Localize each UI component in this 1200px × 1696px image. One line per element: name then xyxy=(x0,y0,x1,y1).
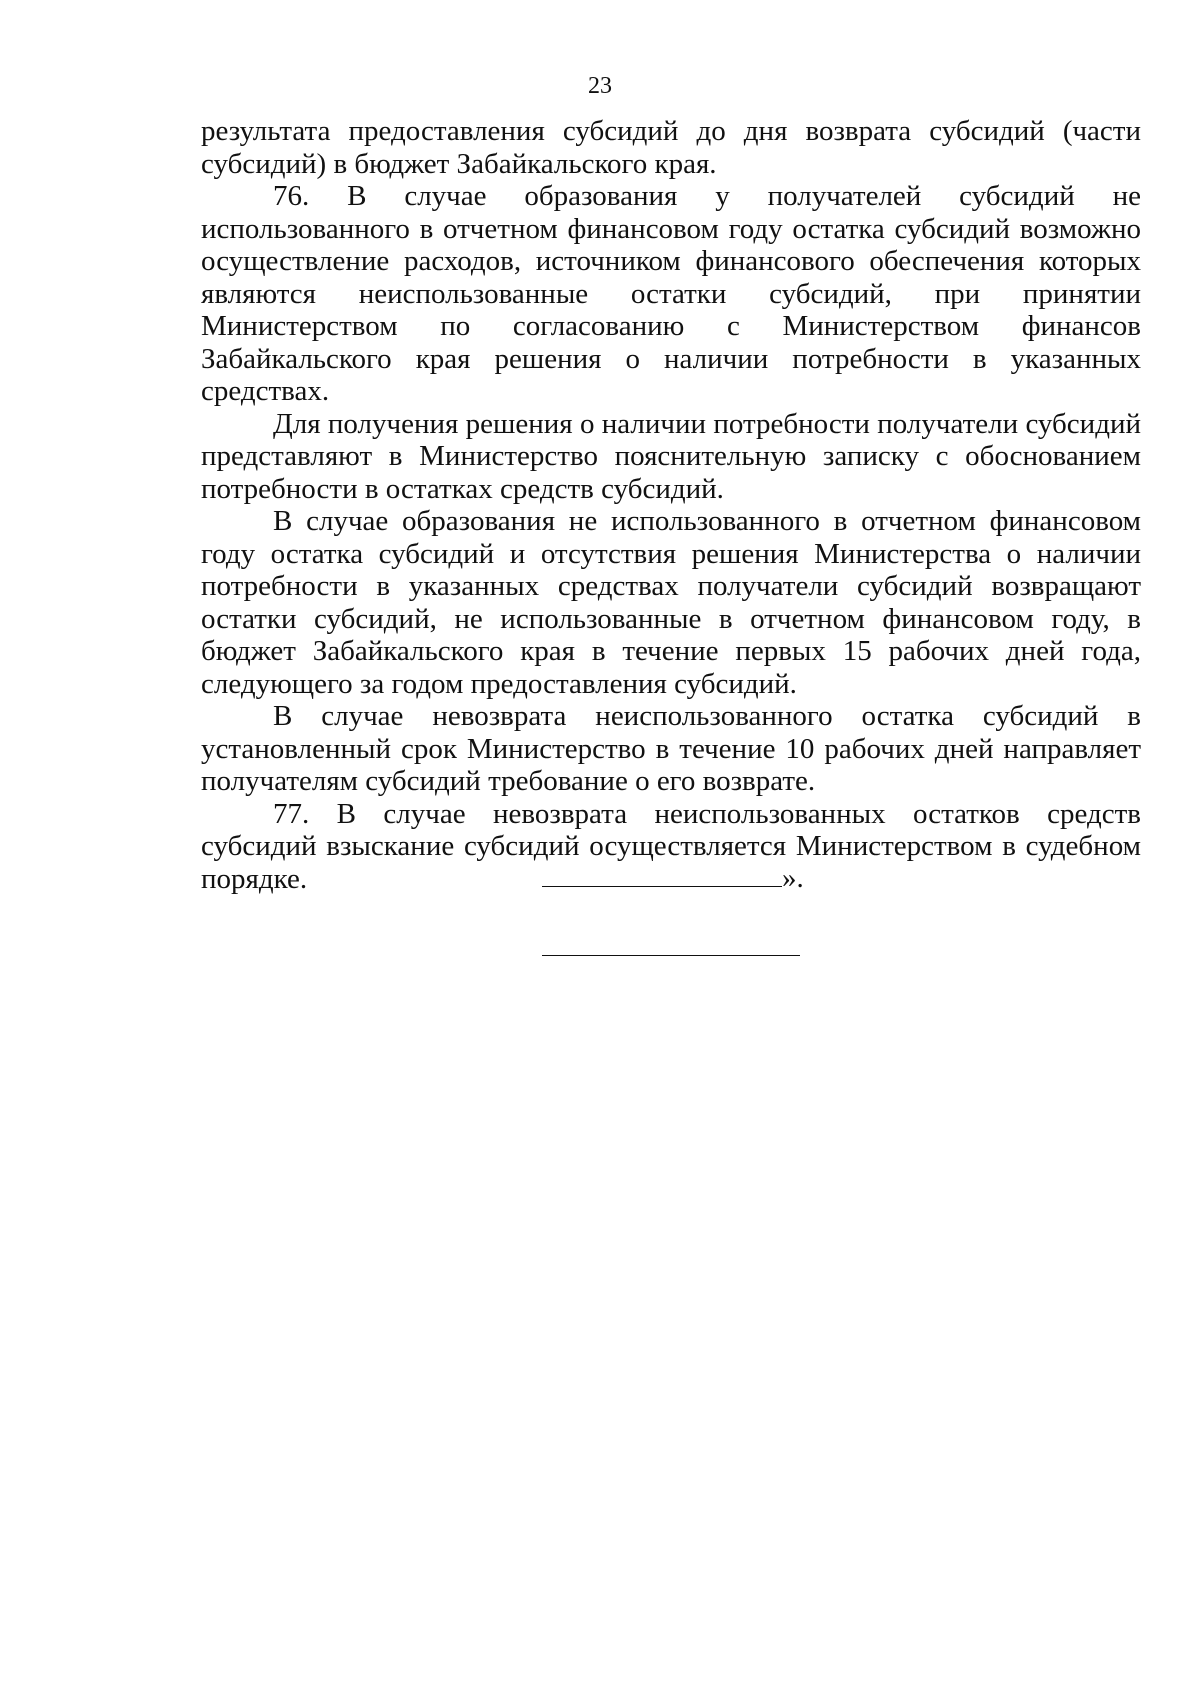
paragraph-return-balances: В случае образования не использованного в отчетном финансовом году остатка субсидий и отсутствия решения Министерства о наличии потребности в указанных средствах получатели субсидий возвращают остатки субсидий, не использованные в отчетном финансовом году, в бюджет Забайкальского края в течение первых 15 рабочих дней года, следующего за годом предоставления субсидий. xyxy=(201,505,1141,700)
closing-line xyxy=(542,862,804,894)
document-body xyxy=(201,115,1141,895)
end-of-document-rule xyxy=(542,955,800,956)
paragraph-non-return-demand: В случае невозврата неиспользованного остатка субсидий в установленный срок Министерство в течение 10 рабочих дней направляет получателям субсидий требование о его возврате. xyxy=(201,700,1141,797)
page-number: 23 xyxy=(588,73,612,99)
closing-quote-mark: ». xyxy=(782,862,804,894)
paragraph-continuation: результата предоставления субсидий до дня возврата субсидий (части субсидий) в бюджет Забайкальского края. xyxy=(201,115,1141,180)
paragraph-need-decision: Для получения решения о наличии потребности получатели субсидий представляют в Министерство пояснительную записку с обоснованием потребности в остатках средств субсидий. xyxy=(201,407,1141,505)
paragraph-clause-76: 76. В случае образования у получателей субсидий не использованного в отчетном финансовом году остатка субсидий возможно осуществление расходов, источником финансового обеспечения которых являются неиспользованные остатки субсидий, при принятии Министерством по согласованию с Министерством финансов Забайкальского края решения о наличии потребности в указанных средствах. xyxy=(201,180,1141,407)
closing-underline xyxy=(542,864,782,887)
paragraph-clause-77: 77. В случае невозврата неиспользованных остатков средств субсидий взыскание субсидий осуществляется Министерством в судебном порядке. xyxy=(201,797,1141,895)
